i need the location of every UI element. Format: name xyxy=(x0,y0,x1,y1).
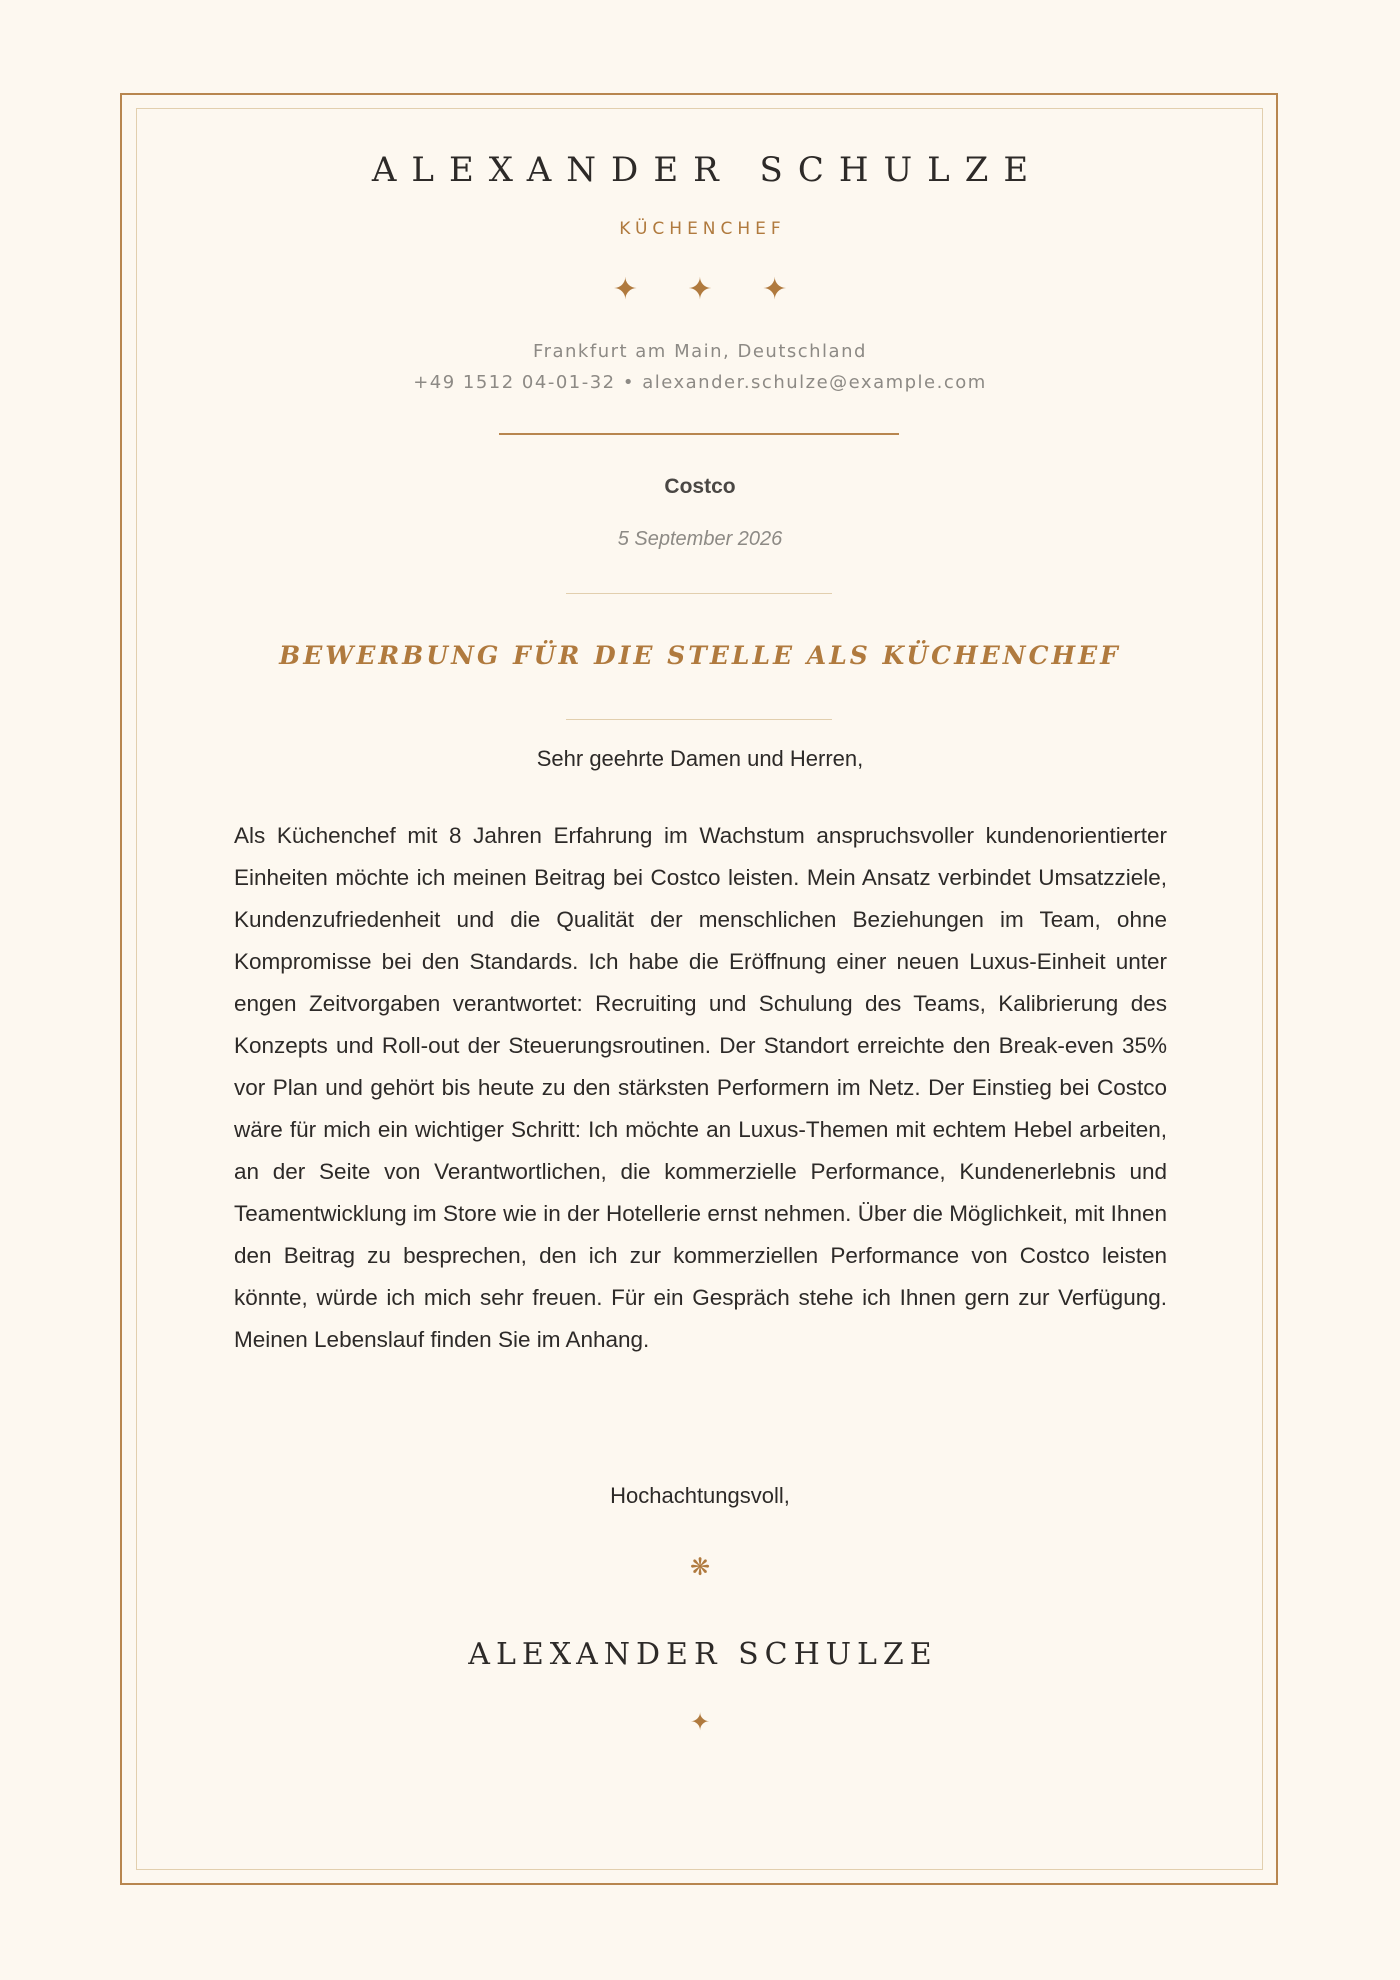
header-divider xyxy=(499,433,899,435)
closing-phrase: Hochachtungsvoll, xyxy=(610,1483,790,1508)
end-star-icon: ✦ xyxy=(689,1708,711,1736)
applicant-role: KÜCHENCHEF xyxy=(619,219,786,239)
star-ornament-icon: ✦ ✦ ✦ xyxy=(612,272,808,307)
signature-name: ALEXANDER SCHULZE xyxy=(468,1637,938,1672)
letter-body: Als Küchenchef mit 8 Jahren Erfahrung im Wachstum anspruchsvoller kundenorientierter Einheiten möchte ich meinen Beitrag bei Costco leisten. Mein Ansatz verbindet Umsatzziele, Kundenzufriedenheit und die Qualität der menschlichen Beziehungen im Team, ohne Kompromisse bei den Standards. Ich habe die Eröffnung einer neuen Luxus-Einheit unter engen Zeitvorgaben verantwortet: Recruiting und Schulung des Teams, Kalibrierung des Konzepts und Roll-out der Steuerungsroutinen. Der Standort erreichte den Break-even 35% vor Plan und gehört bis heute zu den stärksten Performern im Netz. Der Einstieg bei Costco wäre für mich ein wichtiger Schritt: Ich möchte an Luxus-Themen mit echtem Hebel arbeiten, an der Seite von Verantwortlichen, die kommerzielle Performance, Kundenerlebnis und Teamentwicklung im Store wie in der Hotellerie ernst nehmen. Über die Möglichkeit, mit Ihnen den Beitrag zu besprechen, den ich zur kommerziellen Performance von Costco leisten könnte, würde ich mich sehr freuen. Für ein Gespräch stehe ich Ihnen gern zur Verfügung. Meinen Lebenslauf finden Sie im Anhang. xyxy=(234,823,1167,1352)
recipient-company: Costco xyxy=(664,475,736,498)
applicant-name: ALEXANDER SCHULZE xyxy=(371,150,1044,190)
subject-divider-top xyxy=(566,593,832,594)
letter-subject: BEWERBUNG FÜR DIE STELLE ALS KÜCHENCHEF xyxy=(279,641,1121,670)
applicant-location: Frankfurt am Main, Deutschland xyxy=(533,341,867,362)
applicant-contact: +49 1512 04-01-32 • alexander.schulze@example.com xyxy=(413,372,987,393)
salutation: Sehr geehrte Damen und Herren, xyxy=(536,746,864,771)
letter-date: 5 September 2026 xyxy=(617,528,783,550)
subject-divider-bottom xyxy=(566,719,832,720)
flourish-icon: ❋ xyxy=(689,1553,711,1581)
